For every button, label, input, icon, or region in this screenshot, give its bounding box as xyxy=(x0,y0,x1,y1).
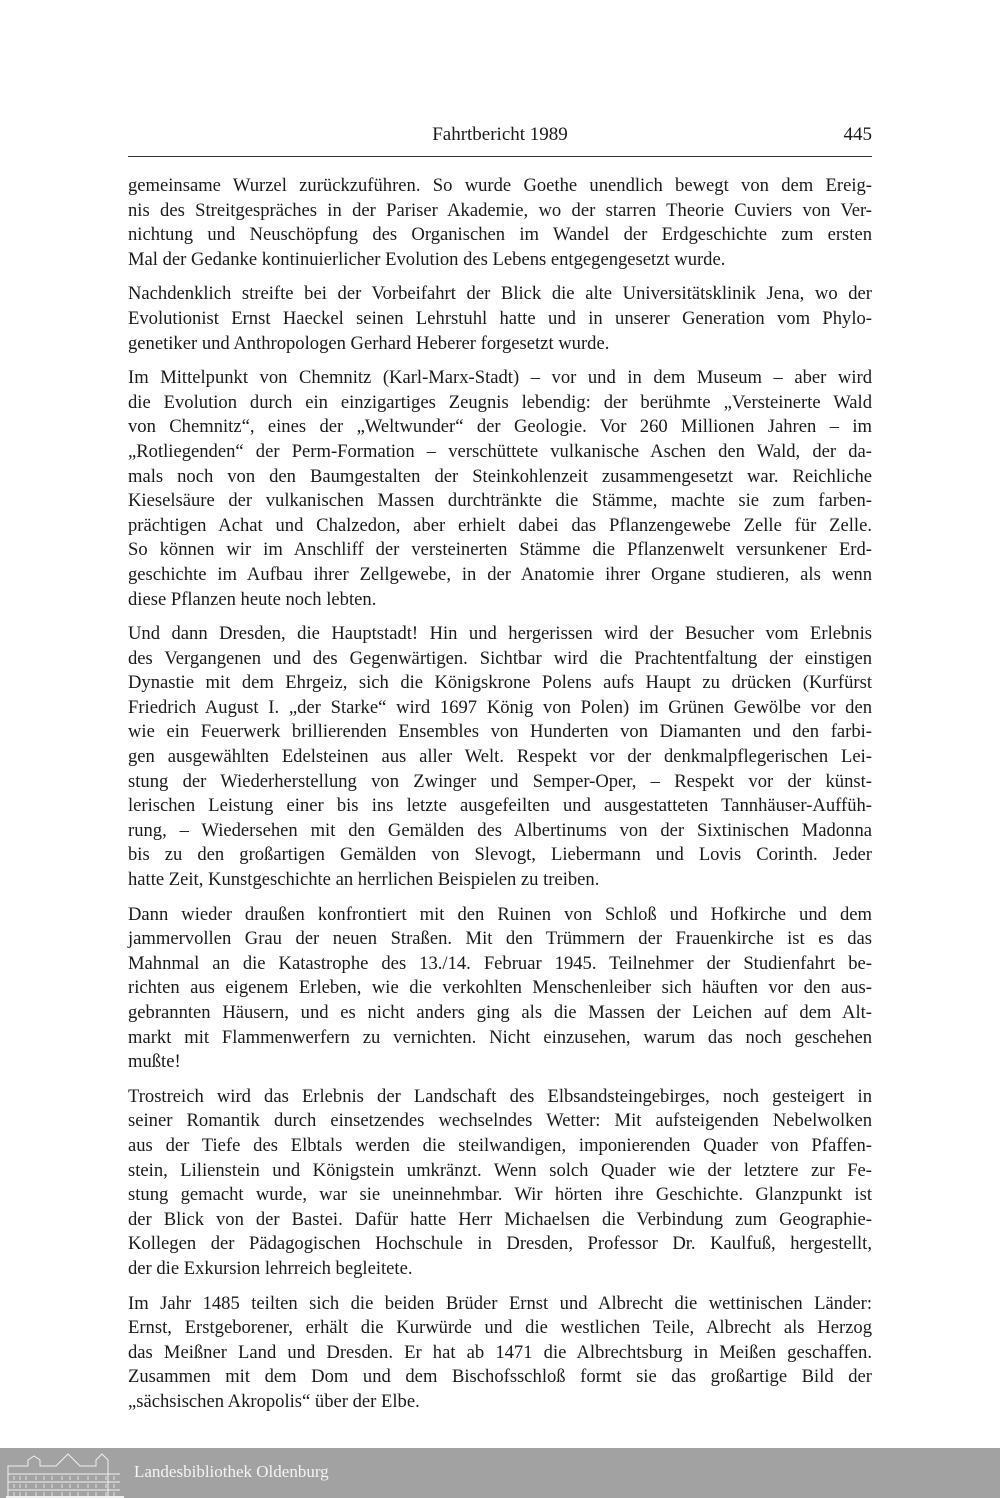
text-line: „Rotliegenden“ der Perm-Formation – verschüttete vulkanische Aschen den Wald, der da- xyxy=(128,440,872,462)
text-line: stein, Lilienstein und Königstein umkränzt. Wenn solch Quader wie der letztere zur Fe- xyxy=(128,1159,872,1181)
text-line: der Blick von der Bastei. Dafür hatte Herr Michaelsen die Verbindung zum Geographie- xyxy=(128,1208,872,1230)
text-line: Und dann Dresden, die Hauptstadt! Hin und hergerissen wird der Besucher vom Erlebnis xyxy=(128,623,872,645)
text-line: So können wir im Anschliff der versteinerten Stämme die Pflanzenwelt versunkener Erd- xyxy=(128,539,872,561)
text-line: Mal der Gedanke kontinuierlicher Evolution des Lebens entgegengesetzt wurde. xyxy=(128,248,726,270)
library-name: Landesbibliothek Oldenburg xyxy=(134,1462,329,1481)
body-text xyxy=(128,174,872,1425)
text-line: geschichte im Aufbau ihrer Zellgewebe, in der Anatomie ihrer Organe studieren, als wenn xyxy=(128,563,872,585)
text-line: bis zu den großartigen Gemälden von Slevogt, Liebermann und Lovis Corinth. Jeder xyxy=(128,844,872,866)
text-line: Mahnmal an die Katastrophe des 13./14. Februar 1945. Teilnehmer der Studienfahrt be- xyxy=(128,952,872,974)
text-line: seiner Romantik durch einsetzendes wechselndes Wetter: Mit aufsteigenden Nebelwolken xyxy=(128,1110,872,1132)
text-line: markt mit Flammenwerfern zu vernichten. Nicht einzusehen, warum das noch geschehen xyxy=(128,1026,872,1048)
paragraph xyxy=(128,366,872,612)
text-line: der die Exkursion lehrreich begleitete. xyxy=(128,1257,413,1279)
text-line: mals noch von den Baumgestalten der Steinkohlenzeit zusammengesetzt war. Reichliche xyxy=(128,465,872,487)
text-line: rung, – Wiedersehen mit den Gemälden des Albertinums von der Sixtinischen Madonna xyxy=(128,819,872,841)
paragraph xyxy=(128,903,872,1075)
text-line: stung gemacht wurde, war sie uneinnehmbar. Wir hörten ihre Geschichte. Glanzpunkt ist xyxy=(128,1184,872,1206)
text-line: nichtung und Neuschöpfung des Organischen im Wandel der Erdgeschichte zum ersten xyxy=(128,224,872,246)
text-line: aus der Tiefe des Elbtals werden die steilwandigen, imponierenden Quader von Pfaffen- xyxy=(128,1134,872,1156)
text-line: jammervollen Grau der neuen Straßen. Mit den Trümmern der Frauenkirche ist es das xyxy=(128,928,872,950)
text-line: das Meißner Land und Dresden. Er hat ab 1471 die Albrechtsburg in Meißen geschaffen. xyxy=(128,1341,872,1363)
text-line: Zusammen mit dem Dom und dem Bischofsschloß formt sie das großartige Bild der xyxy=(128,1366,872,1388)
text-line: hatte Zeit, Kunstgeschichte an herrlichen Beispielen zu treiben. xyxy=(128,869,600,891)
paragraph xyxy=(128,622,872,893)
paragraph xyxy=(128,1085,872,1282)
text-line: Evolutionist Ernst Haeckel seinen Lehrstuhl hatte und in unserer Generation vom Phylo- xyxy=(128,307,872,329)
text-line: gebrannten Häusern, und es nicht anders ging als die Massen der Leichen auf dem Alt- xyxy=(128,1002,872,1023)
text-line: Ernst, Erstgeborener, erhält die Kurwürde und die westlichen Teile, Albrecht als Herzog xyxy=(128,1317,872,1339)
text-line: lerischen Leistung einer bis ins letzte ausgefeilten und ausgestatteten Tannhäuser-Auffüh- xyxy=(128,795,872,817)
text-line: gen ausgewählten Edelsteinen aus aller Welt. Respekt vor der denkmalpflegerischen Lei- xyxy=(128,746,872,768)
paragraph xyxy=(128,174,872,272)
library-building-logo-icon xyxy=(6,1452,124,1498)
text-line: stung der Wiederherstellung von Zwinger und Semper-Oper, – Respekt vor der künst- xyxy=(128,770,872,792)
text-line: mußte! xyxy=(128,1051,181,1073)
text-line: die Evolution durch ein einzigartiges Zeugnis lebendig: der berühmte „Versteinerte Wald xyxy=(128,391,872,413)
text-line: Trostreich wird das Erlebnis der Landschaft des Elbsandsteingebirges, noch gesteigert in xyxy=(128,1085,872,1107)
text-line: diese Pflanzen heute noch lebten. xyxy=(128,588,377,610)
text-line: wie ein Feuerwerk brillierenden Ensembles von Hunderten von Diamanten und den farbi- xyxy=(128,721,872,743)
text-line: von Chemnitz“, eines der „Weltwunder“ der Geologie. Vor 260 Millionen Jahren – im xyxy=(128,416,872,438)
text-line: Kollegen der Pädagogischen Hochschule in Dresden, Professor Dr. Kaulfuß, hergestellt, xyxy=(128,1233,872,1255)
paragraph xyxy=(128,1292,872,1415)
text-line: Kieselsäure der vulkanischen Massen durchtränkte die Stämme, machte sie zum farben- xyxy=(128,490,872,512)
text-line: Dann wieder draußen konfrontiert mit den Ruinen von Schloß und Hofkirche und dem xyxy=(128,903,872,925)
text-line: des Vergangenen und des Gegenwärtigen. Sichtbar wird die Prachtentfaltung der einstigen xyxy=(128,647,872,669)
paragraph xyxy=(128,282,872,356)
library-footer xyxy=(0,1448,1000,1498)
text-line: Nachdenklich streifte bei der Vorbeifahrt der Blick die alte Universitätsklinik Jena, wo der xyxy=(128,283,872,305)
text-line: Friedrich August I. „der Starke“ wird 1697 König von Polen) im Grünen Gewölbe vor den xyxy=(128,696,872,718)
text-line: richten aus eigenem Erleben, wie die verkohlten Menschenleiber sich häuften vor den aus- xyxy=(128,977,872,999)
text-line: prächtigen Achat und Chalzedon, aber erhielt dabei das Pflanzengewebe Zelle für Zelle. xyxy=(128,514,872,536)
text-line: nis des Streitgespräches in der Pariser Akademie, wo der starren Theorie Cuviers von Ver- xyxy=(128,199,872,221)
text-line: gemeinsame Wurzel zurückzuführen. So wurde Goethe unendlich bewegt von dem Ereig- xyxy=(128,175,872,196)
page-header xyxy=(128,124,872,157)
text-line: genetiker und Anthropologen Gerhard Heberer forgesetzt wurde. xyxy=(128,332,610,354)
page-number: 445 xyxy=(843,124,872,145)
running-title: Fahrtbericht 1989 xyxy=(432,124,568,145)
text-line: Im Jahr 1485 teilten sich die beiden Brüder Ernst und Albrecht die wettinischen Länder: xyxy=(128,1292,872,1314)
text-line: Dynastie mit dem Ehrgeiz, sich die Königskrone Polens aufs Haupt zu drücken (Kurfürst xyxy=(128,672,872,694)
text-line: „sächsischen Akropolis“ über der Elbe. xyxy=(128,1390,420,1412)
text-line: Im Mittelpunkt von Chemnitz (Karl-Marx-Stadt) – vor und in dem Museum – aber wird xyxy=(128,367,872,389)
